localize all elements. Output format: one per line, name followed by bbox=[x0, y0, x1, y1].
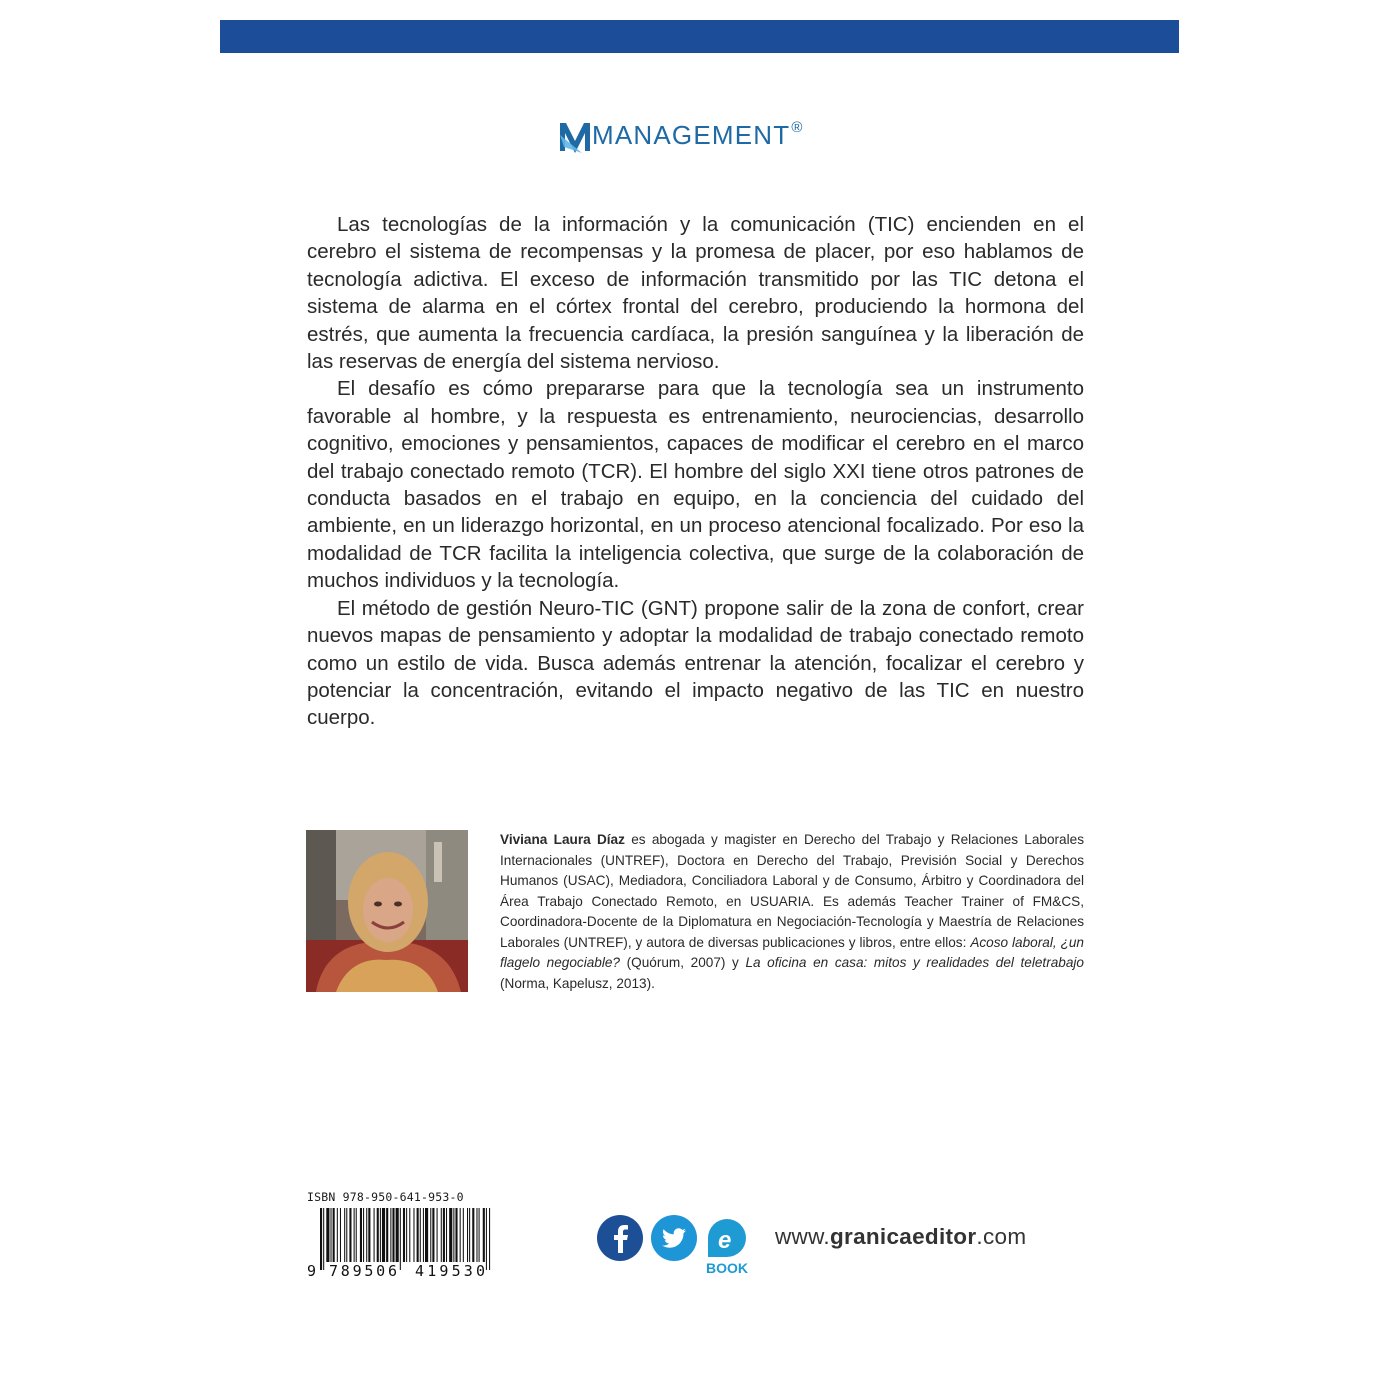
barcode-bar bbox=[340, 1208, 341, 1262]
barcode-bar bbox=[463, 1208, 464, 1262]
author-name: Viviana Laura Díaz bbox=[500, 832, 625, 847]
registered-mark: ® bbox=[791, 119, 804, 136]
author-bio-text: (Quórum, 2007) y bbox=[620, 955, 746, 970]
barcode-bar bbox=[400, 1208, 401, 1270]
ebook-label: BOOK bbox=[706, 1260, 748, 1275]
barcode-bar bbox=[344, 1208, 345, 1262]
management-logo bbox=[558, 112, 804, 156]
top-color-band bbox=[220, 20, 1179, 53]
barcode-bar bbox=[323, 1208, 324, 1270]
barcode-bar bbox=[382, 1208, 385, 1262]
ebook-letter: e bbox=[718, 1227, 732, 1254]
barcode-bar bbox=[403, 1208, 405, 1262]
barcode-bar bbox=[326, 1208, 329, 1262]
isbn-barcode bbox=[307, 1208, 492, 1278]
barcode-bar bbox=[479, 1208, 480, 1262]
management-m-logo-icon bbox=[558, 113, 592, 155]
barcode-bar bbox=[333, 1208, 335, 1262]
book-title: Acoso laboral, ¿un flagelo negociable? bbox=[500, 934, 1084, 970]
barcode-bar bbox=[443, 1208, 445, 1262]
barcode-bar bbox=[489, 1208, 490, 1270]
barcode-bar bbox=[472, 1208, 474, 1262]
facebook-icon[interactable] bbox=[597, 1215, 643, 1266]
barcode-bar bbox=[467, 1208, 468, 1262]
blurb-paragraph: Las tecnologías de la información y la comunicación (TIC) encienden en el cerebro el sistema de recompensas y la promesa de placer, por eso hablamos de tecnología adictiva. El exceso de información transmitido por las TIC detona el sistema de alarma en el córtex frontal del cerebro, produciendo la hormona del estrés, que aumenta la frecuencia cardíaca, la presión sanguínea y la liberación de las reservas de energía del sistema nervioso. bbox=[307, 213, 1084, 374]
barcode-bar bbox=[455, 1208, 457, 1262]
barcode-bar bbox=[349, 1208, 351, 1262]
barcode-bar bbox=[437, 1208, 438, 1262]
barcode-bar bbox=[320, 1208, 322, 1270]
brand-name: MANAGEMENT® bbox=[592, 119, 804, 150]
twitter-icon[interactable] bbox=[651, 1215, 697, 1266]
barcode-bar bbox=[374, 1208, 375, 1262]
barcode-bar bbox=[366, 1208, 367, 1262]
book-title: La oficina en casa: mitos y realidades del teletrabajo bbox=[745, 955, 1084, 970]
barcode-bar bbox=[441, 1208, 442, 1262]
barcode-bar bbox=[413, 1208, 414, 1262]
barcode-bar bbox=[337, 1208, 338, 1262]
barcode-bar bbox=[430, 1208, 431, 1262]
barcode-bar bbox=[363, 1208, 364, 1262]
barcode-bar bbox=[346, 1208, 347, 1262]
barcode-bar bbox=[377, 1208, 379, 1262]
barcode-bar bbox=[423, 1208, 424, 1262]
barcode-bar bbox=[360, 1208, 362, 1262]
barcode-bar bbox=[331, 1208, 332, 1262]
site-prefix: www. bbox=[775, 1224, 830, 1249]
barcode-bar bbox=[460, 1208, 461, 1262]
barcode-bar bbox=[409, 1208, 410, 1262]
barcode-bar bbox=[469, 1208, 470, 1262]
barcode-bar bbox=[390, 1208, 391, 1262]
barcode-bar bbox=[386, 1208, 388, 1262]
barcode-bar bbox=[449, 1208, 452, 1262]
isbn-label: ISBN 978-950-641-953-0 bbox=[307, 1190, 464, 1204]
blurb-paragraph: El desafío es cómo prepararse para que la tecnología sea un instrumento favorable al hombre, y la respuesta es entrenamiento, neurociencias, desarrollo cognitivo, emociones y pensamientos, capaces de modificar el cerebro en el marco del trabajo conectado remoto (TCR). El hombre del siglo XXI tiene otros patrones de conducta basados en el trabajo en equipo, en la conciencia del cuidado del ambiente, en un liderazgo horizontal, en un proceso atencional focalizado. Por eso la modalidad de TCR facilita la inteligencia colectiva, que surge de la colaboración de muchos individuos y la tecnología. bbox=[307, 377, 1084, 593]
barcode-bar bbox=[396, 1208, 399, 1262]
barcode-bar bbox=[425, 1208, 428, 1262]
barcode-bar bbox=[417, 1208, 419, 1262]
barcode-bar bbox=[446, 1208, 447, 1262]
barcode-bar bbox=[486, 1208, 487, 1270]
barcode-bar bbox=[406, 1208, 407, 1262]
barcode-bar bbox=[392, 1208, 394, 1262]
blurb-paragraph: El método de gestión Neuro-TIC (GNT) propone salir de la zona de confort, crear nuevos mapas de pensamiento y adoptar la modalidad de trabajo conectado remoto como un estilo de vida. Busca además entrenar la atención, focalizar el cerebro y potenciar la concentración, evitando el impacto negativo de las TIC en nuestro cuerpo. bbox=[307, 596, 1084, 730]
author-photo bbox=[306, 830, 468, 992]
barcode-digits-right: 419530 bbox=[415, 1262, 485, 1278]
barcode-bar bbox=[354, 1208, 355, 1262]
barcode-bar bbox=[453, 1208, 454, 1262]
barcode-bar bbox=[356, 1208, 357, 1262]
back-cover-blurb bbox=[307, 211, 1084, 732]
barcode-bar bbox=[380, 1208, 381, 1262]
barcode-digit-first: 9 bbox=[307, 1262, 317, 1278]
author-bio-text: (Norma, Kapelusz, 2013). bbox=[500, 975, 655, 991]
barcode-bar bbox=[476, 1208, 477, 1262]
site-suffix: .com bbox=[976, 1224, 1027, 1249]
author-bio bbox=[500, 830, 1084, 994]
author-bio-text: es abogada y magister en Derecho del Trabajo y Relaciones Laborales Internacionales (UNTREF), Doctora en Derecho del Trabajo, Previsión Social y Derechos Humanos (USAC), Mediadora, Conciliadora Laboral y de Consumo, Árbitro y Coordinadora del Área Trabajo Conectado Remoto, en USUARIA. Es además Teacher Trainer of FM&CS, Coordinadora-Docente de la Diplomatura en Negociación-Tecnología y Maestría de Relaciones Laborales (UNTREF), y autora de diversas publicaciones y libros, entre ellos: bbox=[500, 832, 1084, 950]
barcode-bar bbox=[420, 1208, 421, 1262]
site-name: granicaeditor bbox=[829, 1224, 977, 1249]
ebook-icon[interactable] bbox=[704, 1215, 752, 1280]
barcode-bar bbox=[432, 1208, 434, 1262]
barcode-bar bbox=[483, 1208, 485, 1262]
publisher-website-link[interactable] bbox=[775, 1224, 1026, 1250]
barcode-digits-left: 789506 bbox=[329, 1262, 397, 1278]
barcode-bar bbox=[368, 1208, 370, 1262]
